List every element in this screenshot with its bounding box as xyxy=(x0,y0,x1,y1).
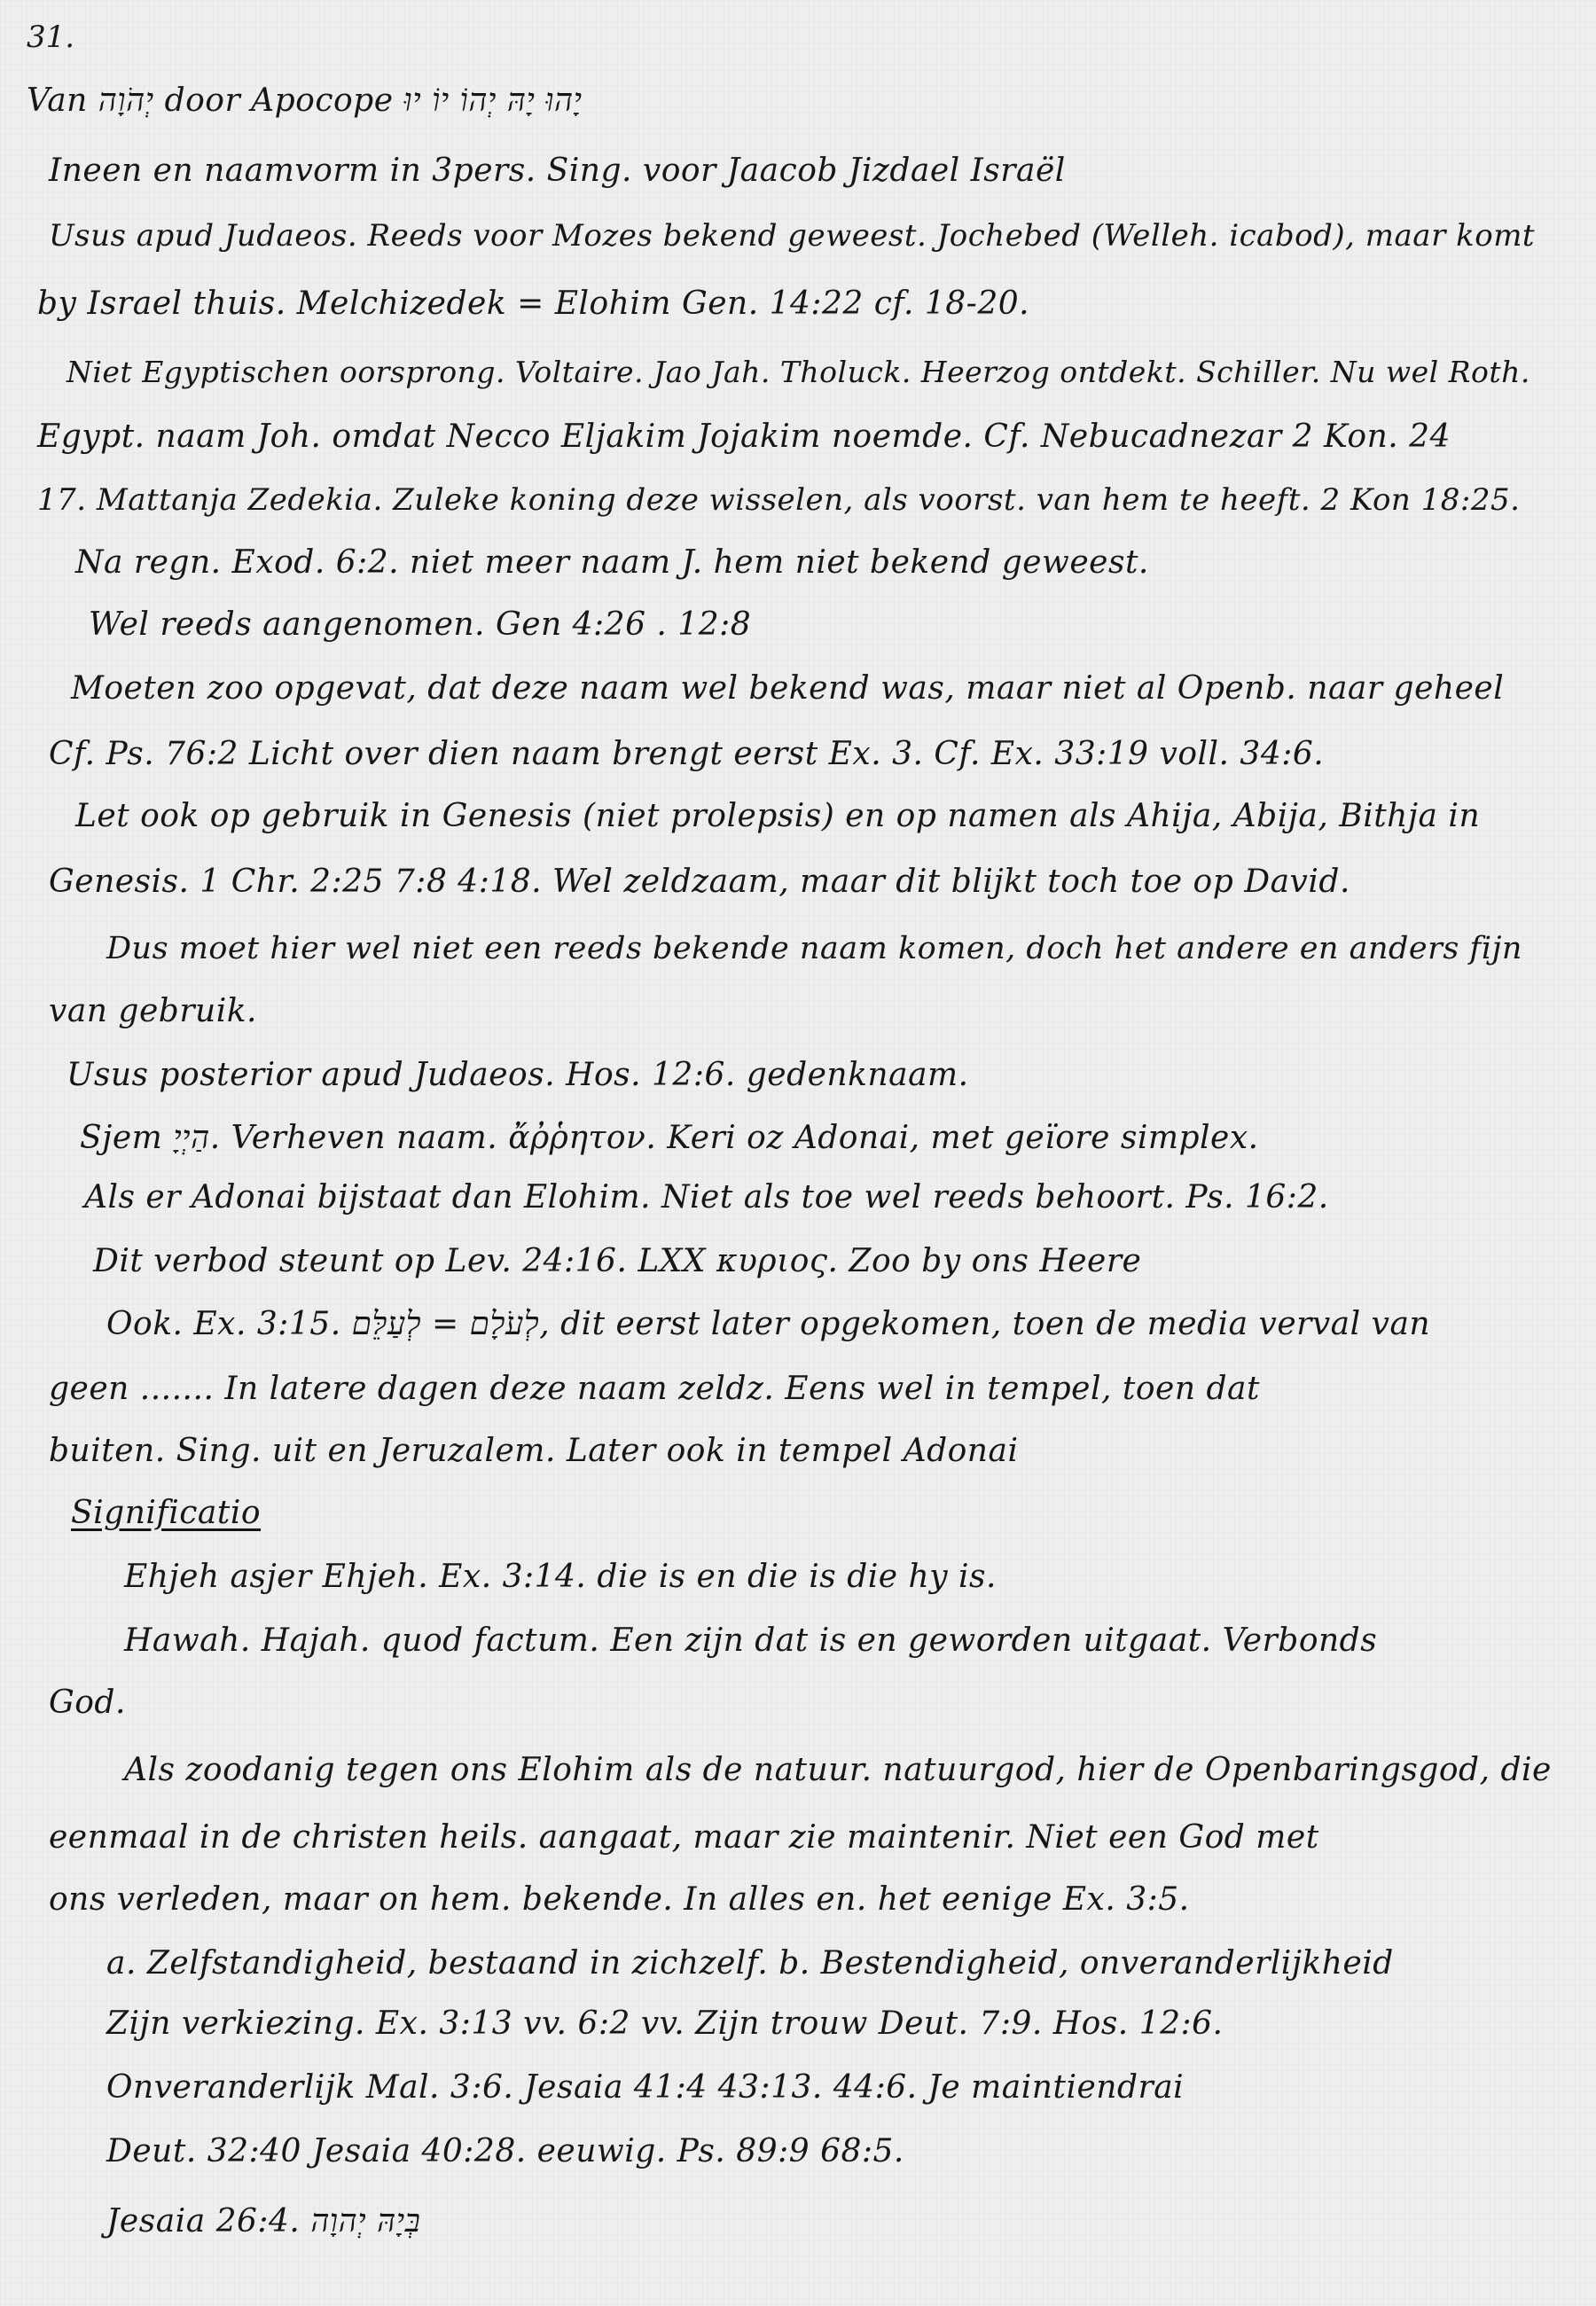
section-heading-usus-posterior: Usus posterior apud Judaeos. Hos. 12:6. gedenknaam. xyxy=(66,1057,969,1093)
manuscript-line: Jesaia 26:4. בְּיָהּ יְהוָה xyxy=(106,2203,421,2240)
manuscript-line: Als zoodanig tegen ons Elohim als de natuur. natuurgod, hier de Openbaringsgod, die xyxy=(124,1752,1552,1788)
manuscript-line: Genesis. 1 Chr. 2:25 7:8 4:18. Wel zeldzaam, maar dit blijkt toch toe op David. xyxy=(49,864,1350,900)
manuscript-line: eenmaal in de christen heils. aangaat, maar zie maintenir. Niet een God met xyxy=(49,1819,1319,1856)
page-number: 31. xyxy=(27,20,75,55)
manuscript-line: Ook. Ex. 3:15. לְעֹלָם = לְעַלֵּם, dit eerst later opgekomen, toen de media verval van xyxy=(106,1306,1431,1342)
manuscript-line: Van יְהֹוָה door Apocope יָהוּ יָהּ יְהוֹ יוֹ יוּ xyxy=(27,82,583,119)
manuscript-line: Egypt. naam Joh. omdat Necco Eljakim Jojakim noemde. Cf. Nebucadnezar 2 Kon. 24 xyxy=(37,418,1451,455)
manuscript-line: Moeten zoo opgevat, dat deze naam wel bekend was, maar niet al Openb. naar geheel xyxy=(71,670,1505,707)
manuscript-line: Wel reeds aangenomen. Gen 4:26 . 12:8 xyxy=(89,606,752,643)
manuscript-line: Na regn. Exod. 6:2. niet meer naam J. hem niet bekend geweest. xyxy=(75,544,1149,581)
manuscript-line: geen ....... In latere dagen deze naam zeldz. Eens wel in tempel, toen dat xyxy=(49,1371,1260,1407)
manuscript-line: Niet Egyptischen oorsprong. Voltaire. Jao Jah. Tholuck. Heerzog ontdekt. Schiller. Nu wel Roth. xyxy=(66,355,1530,389)
manuscript-line: Cf. Ps. 76:2 Licht over dien naam brengt eerst Ex. 3. Cf. Ex. 33:19 voll. 34:6. xyxy=(49,736,1325,772)
manuscript-line: Sjem הַיְיָ. Verheven naam. ἄῤῥητον. Keri oz Adonai, met geïore simplex. xyxy=(80,1120,1259,1156)
manuscript-line: Deut. 32:40 Jesaia 40:28. eeuwig. Ps. 89:9 68:5. xyxy=(106,2133,904,2169)
manuscript-line: buiten. Sing. uit en Jeruzalem. Later ook in tempel Adonai xyxy=(49,1433,1019,1469)
manuscript-line: ons verleden, maar on hem. bekende. In alles en. het eenige Ex. 3:5. xyxy=(49,1881,1190,1918)
manuscript-line: Onveranderlijk Mal. 3:6. Jesaia 41:4 43:13. 44:6. Je maintiendrai xyxy=(106,2069,1185,2106)
manuscript-line: Als er Adonai bijstaat dan Elohim. Niet als toe wel reeds behoort. Ps. 16:2. xyxy=(84,1179,1329,1216)
manuscript-line: Ineen en naamvorm in 3pers. Sing. voor Jaacob Jizdael Israël xyxy=(49,152,1066,189)
manuscript-line: Dit verbod steunt op Lev. 24:16. LXX κυριος. Zoo by ons Heere xyxy=(93,1243,1142,1279)
manuscript-line: a. Zelfstandigheid, bestaand in zichzelf. b. Bestendigheid, onveranderlijkheid xyxy=(106,1945,1394,1982)
manuscript-line: Usus apud Judaeos. Reeds voor Mozes bekend geweest. Jochebed (Welleh. icabod), maar komt xyxy=(49,218,1536,254)
manuscript-line: God. xyxy=(49,1685,126,1721)
manuscript-line: van gebruik. xyxy=(49,993,257,1029)
manuscript-line: 17. Mattanja Zedekia. Zuleke koning deze wisselen, als voorst. van hem te heeft. 2 Kon 18:25. xyxy=(37,482,1521,518)
manuscript-line: Ehjeh asjer Ehjeh. Ex. 3:14. die is en die is die hy is. xyxy=(124,1559,997,1595)
manuscript-line: Hawah. Hajah. quod factum. Een zijn dat is en geworden uitgaat. Verbonds xyxy=(124,1622,1378,1659)
manuscript-line: Dus moet hier wel niet een reeds bekende naam komen, doch het andere en anders fijn xyxy=(106,931,1522,966)
manuscript-line: by Israel thuis. Melchizedek = Elohim Gen. 14:22 cf. 18-20. xyxy=(37,285,1030,322)
section-heading-significatio: Significatio xyxy=(71,1495,262,1531)
manuscript-line: Zijn verkiezing. Ex. 3:13 vv. 6:2 vv. Zijn trouw Deut. 7:9. Hos. 12:6. xyxy=(106,2005,1224,2042)
manuscript-line: Let ook op gebruik in Genesis (niet prolepsis) en op namen als Ahija, Abija, Bithja in xyxy=(75,798,1481,834)
